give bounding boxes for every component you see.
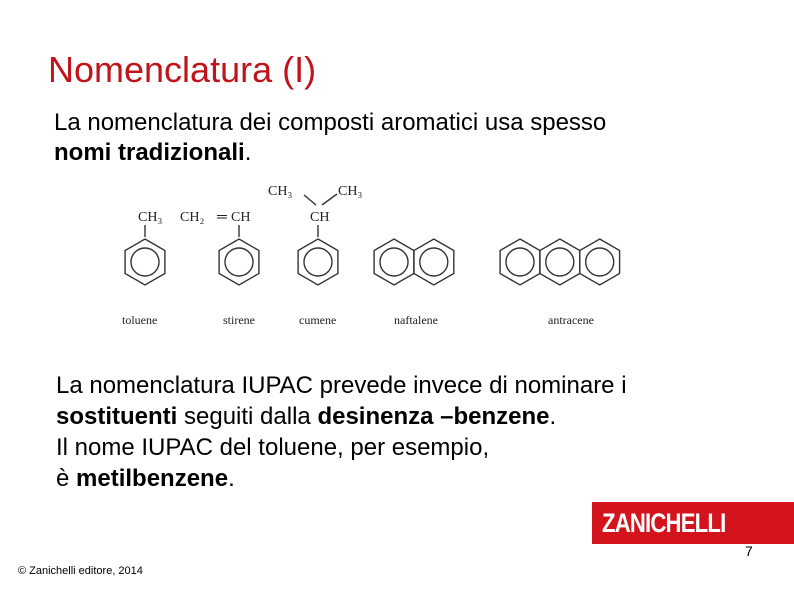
cumene-left-branch: [304, 195, 316, 205]
cumene-ch3-left: CH₃: [268, 184, 293, 199]
body-line2-mid: seguiti dalla: [177, 403, 318, 430]
intro-end: .: [244, 139, 252, 166]
cumene-aromatic-circle-1: [304, 248, 332, 276]
antracene-aromatic-circle-2: [546, 248, 574, 276]
toluene-aromatic-circle-1: [131, 248, 159, 276]
page-number: 7: [745, 543, 753, 559]
body-text: [56, 370, 627, 494]
label-stirene: stirene: [223, 313, 255, 327]
stirene-aromatic-circle-1: [225, 248, 253, 276]
body-bold-metilbenzene: metilbenzene: [76, 465, 229, 492]
body-line4-pre: è: [56, 465, 77, 492]
footer-copyright: © Zanichelli editore, 2014: [18, 565, 143, 577]
intro-bold: nomi tradizionali: [54, 139, 245, 166]
slide-title: Nomenclatura (I): [48, 49, 317, 90]
label-toluene: toluene: [122, 313, 158, 327]
stirene-ch: CH: [231, 210, 251, 225]
body-line1: La nomenclatura IUPAC prevede invece di nominare i: [56, 372, 627, 399]
label-antracene: antracene: [548, 313, 594, 327]
label-cumene: cumene: [299, 313, 337, 327]
naftalene-aromatic-circle-1: [380, 248, 408, 276]
antracene-aromatic-circle-1: [506, 248, 534, 276]
cumene-ch: CH: [310, 210, 330, 225]
body-line2-end: .: [549, 403, 557, 430]
zanichelli-logo: [592, 502, 794, 544]
body-line3: Il nome IUPAC del toluene, per esempio,: [56, 434, 490, 461]
body-bold-desinenza: desinenza –benzene: [317, 403, 550, 430]
naftalene-aromatic-circle-2: [420, 248, 448, 276]
toluene-substituent: CH₃: [138, 210, 163, 225]
stirene-double-bond: ═: [217, 210, 227, 225]
intro-text: [54, 108, 606, 168]
cumene-ch3-right: CH₃: [338, 184, 363, 199]
cumene-right-branch: [322, 194, 337, 205]
label-naftalene: naftalene: [394, 313, 438, 327]
logo-text: ZANICHELLI: [602, 508, 726, 538]
aromatic-structures-figure: [108, 176, 660, 328]
stirene-ch2: CH₂: [180, 210, 205, 225]
body-bold-sostituenti: sostituenti: [56, 403, 178, 430]
antracene-aromatic-circle-3: [586, 248, 614, 276]
body-line4-end: .: [228, 465, 235, 492]
intro-line1: La nomenclatura dei composti aromatici usa spesso: [54, 109, 607, 136]
